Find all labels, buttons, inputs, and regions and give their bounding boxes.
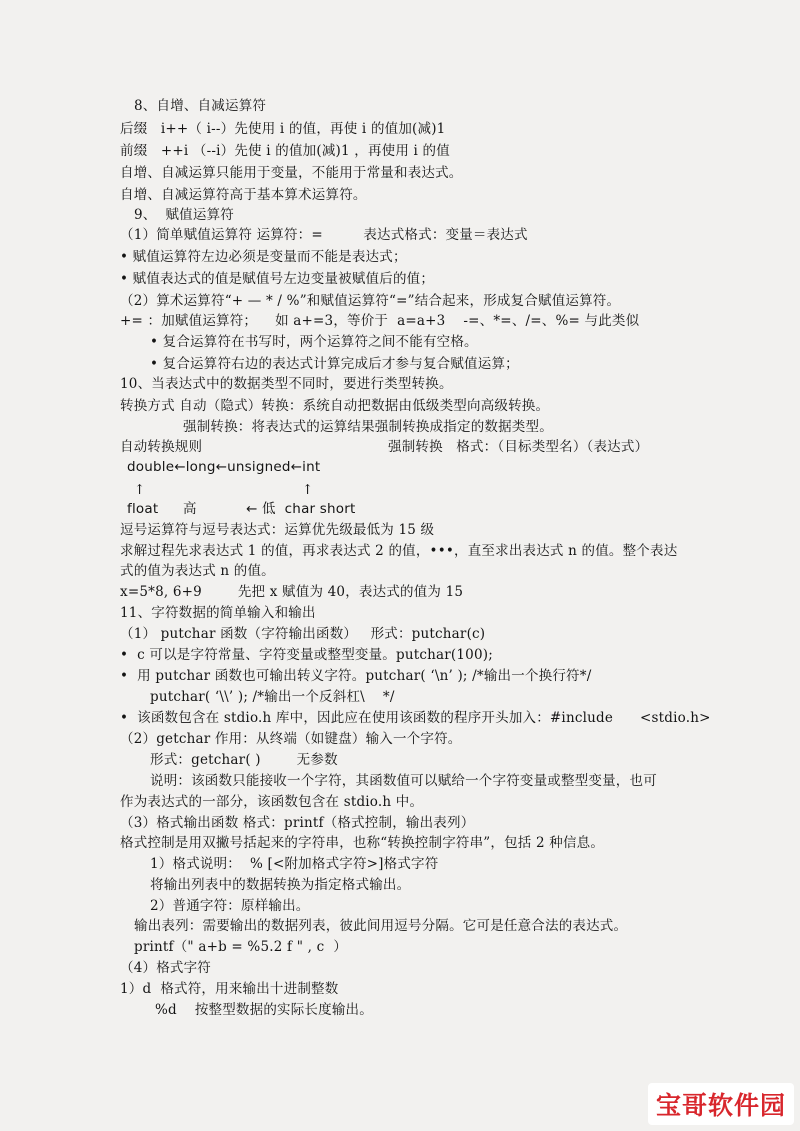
text-line: 高: [183, 501, 197, 517]
text-line: • 赋值运算符左边必须是变量而不能是表达式；: [120, 249, 407, 265]
text-line: 9、 赋值运算符: [134, 207, 234, 223]
up-arrow: ↑: [134, 482, 146, 498]
text-line: 逗号运算符与逗号表达式：运算优先级最低为 15 级: [120, 522, 435, 538]
text-line: 自增、自减运算只能用于变量，不能用于常量和表达式。: [120, 165, 463, 181]
text-line: • 用 putchar 函数也可输出转义字符。putchar( ‘\n’ ); /*输出一个换行符*/: [120, 668, 592, 684]
conversion-chain: double←long←unsigned←int: [127, 459, 321, 475]
text-line: float: [127, 501, 159, 517]
up-arrow: ↑: [302, 482, 314, 498]
text-line: 形式：getchar( ) 无参数: [150, 752, 338, 768]
text-line: 求解过程先求表达式 1 的值，再求表达式 2 的值，•••，直至求出表达式 n 的值。整个表达: [120, 543, 678, 559]
text-line: • 复合运算符右边的表达式计算完成后才参与复合赋值运算；: [150, 356, 519, 372]
text-line: （2）算术运算符“+ — * / %”和赋值运算符“=”结合起来，形成复合赋值运算符。: [120, 293, 621, 309]
text-line: 前缀 ++i （--i）先使 i 的值加(减)1 ，再使用 i 的值: [120, 143, 450, 159]
text-line: printf（" a+b = %5.2 f " , c ）: [134, 939, 348, 955]
text-line: • 该函数包含在 stdio.h 库中，因此应在使用该函数的程序开头加入：#include <stdio.h>: [120, 710, 711, 726]
text-line: 格式控制是用双撇号括起来的字符串，也称“转换控制字符串”，包括 2 种信息。: [120, 835, 605, 851]
text-line: • c 可以是字符常量、字符变量或整型变量。putchar(100);: [120, 647, 493, 663]
text-line: • 赋值表达式的值是赋值号左边变量被赋值后的值；: [120, 271, 435, 287]
text-line: （3）格式输出函数 格式：printf（格式控制，输出表列）: [120, 815, 475, 831]
text-line: 自增、自减运算符高于基本算术运算符。: [120, 187, 367, 203]
text-line: 强制转换 格式：（目标类型名）（表达式）: [388, 439, 649, 455]
text-line: x=5*8, 6+9 先把 x 赋值为 40，表达式的值为 15: [120, 584, 464, 600]
text-line: 自动转换规则: [120, 439, 203, 455]
text-line: • 复合运算符在书写时，两个运算符之间不能有空格。: [150, 334, 478, 350]
text-line: 作为表达式的一部分，该函数包含在 stdio.h 中。: [120, 794, 424, 810]
text-line: （1） putchar 函数（字符输出函数） 形式：putchar(c): [120, 626, 486, 642]
text-line: ← 低 char short: [246, 501, 356, 517]
text-line: 输出表列：需要输出的数据列表，彼此间用逗号分隔。它可是任意合法的表达式。: [134, 918, 628, 934]
text-line: 式的值为表达式 n 的值。: [120, 563, 275, 579]
text-line: 2）普通字符：原样输出。: [150, 898, 310, 914]
watermark-logo: [648, 1083, 794, 1125]
text-line: 1）d 格式符，用来输出十进制整数: [120, 981, 339, 997]
text-line: 11、字符数据的简单输入和输出: [120, 605, 316, 621]
text-line: 8、自增、自减运算符: [134, 98, 267, 114]
text-line: 10、当表达式中的数据类型不同时，要进行类型转换。: [120, 376, 453, 392]
text-line: putchar( ‘\\’ ); /*输出一个反斜杠\ */: [150, 689, 395, 705]
text-line: += ：加赋值运算符； 如 a+=3，等价于 a=a+3 -=、*=、/=、%= 与此类似: [120, 313, 640, 329]
text-line: 说明：该函数只能接收一个字符，其函数值可以赋给一个字符变量或整型变量，也可: [150, 773, 657, 789]
text-line: 强制转换：将表达式的运算结果强制转换成指定的数据类型。: [183, 419, 553, 435]
text-line: 后缀 i++（ i--）先使用 i 的值，再使 i 的值加(减)1: [120, 121, 446, 137]
text-line: 转换方式 自动（隐式）转换：系统自动把数据由低级类型向高级转换。: [120, 398, 550, 414]
text-line: （2）getchar 作用：从终端（如键盘）输入一个字符。: [120, 731, 462, 747]
text-line: 将输出列表中的数据转换为指定格式输出。: [150, 877, 411, 893]
text-line: （4）格式字符: [120, 960, 211, 976]
watermark-text: 宝哥软件园: [655, 1091, 786, 1120]
text-line: %d 按整型数据的实际长度输出。: [155, 1002, 373, 1018]
text-line: 1）格式说明： % [<附加格式字符>]格式字符: [150, 856, 439, 872]
text-line: （1）简单赋值运算符 运算符：= 表达式格式：变量＝表达式: [120, 227, 528, 243]
